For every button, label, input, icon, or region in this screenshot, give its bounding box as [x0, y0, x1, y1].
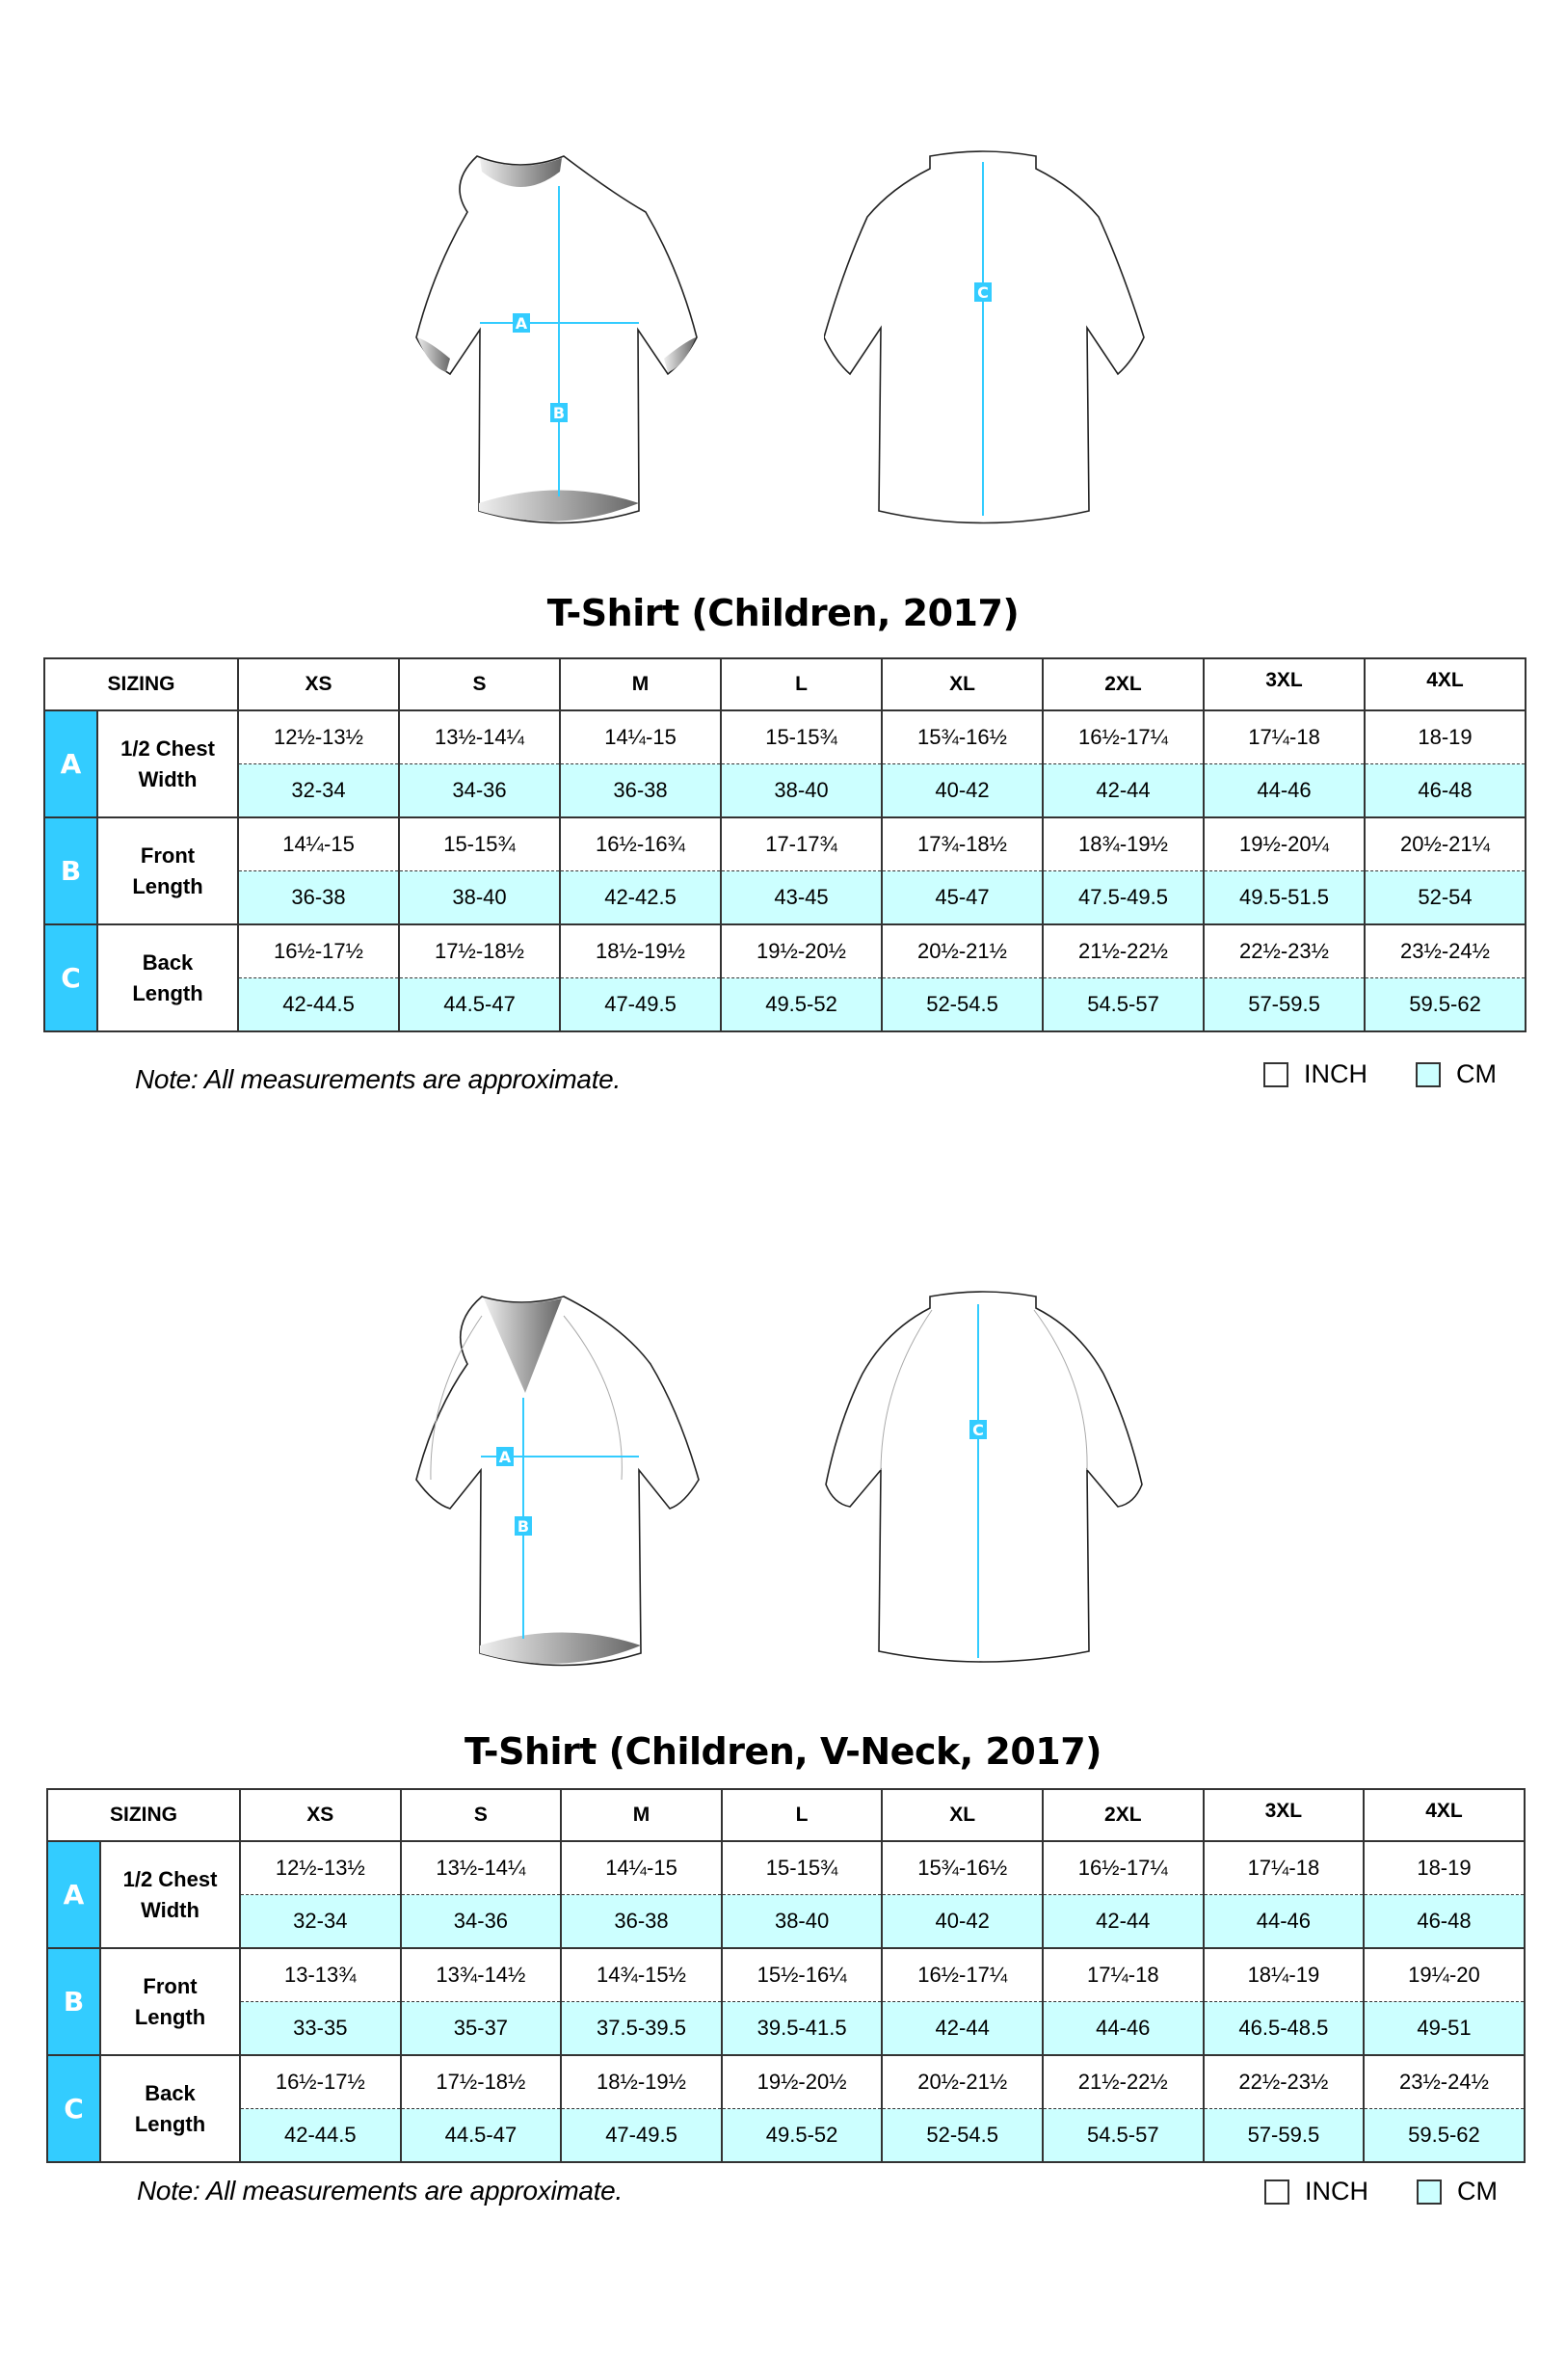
cm-cell: 44-46	[1204, 1895, 1365, 1949]
table-header-row	[47, 1789, 1525, 1841]
inch-cell: 19½-20½	[722, 2055, 883, 2109]
size-header: 4XL	[1365, 658, 1526, 710]
page-title-vneck: T-Shirt (Children, V-Neck, 2017)	[464, 1730, 1102, 1773]
size-header: S	[399, 658, 560, 710]
cm-cell: 44.5-47	[401, 2109, 562, 2163]
cm-cell: 44-46	[1043, 2002, 1204, 2056]
table-row-inch	[47, 1948, 1525, 2002]
inch-cell: 15-15¾	[721, 710, 882, 764]
inch-cell: 19½-20¼	[1204, 817, 1365, 871]
cm-cell: 52-54.5	[882, 978, 1043, 1032]
row-label-front-length	[100, 1948, 240, 2055]
svg-text:C: C	[972, 1421, 984, 1439]
cm-swatch-icon	[1416, 1062, 1441, 1087]
cm-cell: 42-42.5	[560, 871, 721, 925]
legend-label: INCH	[1305, 2177, 1368, 2206]
label-line: Length	[134, 2004, 206, 2029]
cm-cell: 59.5-62	[1365, 978, 1526, 1032]
inch-cell: 14¼-15	[238, 817, 399, 871]
cm-cell: 40-42	[882, 1895, 1043, 1949]
inch-cell: 14¾-15½	[561, 1948, 722, 2002]
inch-cell: 20½-21½	[882, 924, 1043, 978]
row-label-back-length	[100, 2055, 240, 2162]
cm-cell: 36-38	[238, 871, 399, 925]
legend-item-inch	[1264, 2177, 1368, 2206]
cm-cell: 36-38	[561, 1895, 722, 1949]
inch-swatch-icon	[1264, 2179, 1289, 2205]
size-header: L	[722, 1789, 883, 1841]
row-letter-b: B	[44, 817, 97, 924]
cm-cell: 38-40	[399, 871, 560, 925]
row-label-chest	[100, 1841, 240, 1948]
inch-cell: 18½-19½	[560, 924, 721, 978]
size-header: M	[561, 1789, 722, 1841]
cm-cell: 38-40	[722, 1895, 883, 1949]
cm-cell: 52-54.5	[882, 2109, 1043, 2163]
inch-cell: 17½-18½	[399, 924, 560, 978]
cm-cell: 42-44.5	[240, 2109, 401, 2163]
row-letter-c: C	[44, 924, 97, 1031]
table-row-cm	[47, 2109, 1525, 2163]
cm-cell: 57-59.5	[1204, 2109, 1365, 2163]
cm-cell: 32-34	[238, 764, 399, 818]
inch-cell: 14¼-15	[560, 710, 721, 764]
table-row-cm	[47, 2002, 1525, 2056]
inch-cell: 17¼-18	[1204, 710, 1365, 764]
row-label-chest	[97, 710, 238, 817]
cm-cell: 47-49.5	[560, 978, 721, 1032]
label-line: Width	[141, 1897, 199, 1922]
inch-cell: 16½-17¼	[1043, 1841, 1204, 1895]
unit-legend	[1263, 1059, 1545, 1089]
cm-cell: 38-40	[721, 764, 882, 818]
cm-cell: 40-42	[882, 764, 1043, 818]
size-header: M	[560, 658, 721, 710]
table-row-inch	[44, 924, 1526, 978]
cm-cell: 46-48	[1365, 764, 1526, 818]
svg-text:A: A	[498, 1448, 512, 1466]
legend-label: CM	[1456, 1059, 1497, 1088]
cm-cell: 44.5-47	[399, 978, 560, 1032]
size-header: 3XL	[1204, 658, 1365, 710]
inch-cell: 23½-24½	[1365, 924, 1526, 978]
table-row-cm	[44, 764, 1526, 818]
size-header: XL	[882, 658, 1043, 710]
label-line: Back	[142, 949, 194, 975]
inch-cell: 13-13¾	[240, 1948, 401, 2002]
label-line: 1/2 Chest	[120, 735, 215, 761]
label-line: Length	[134, 2111, 206, 2136]
cm-cell: 59.5-62	[1364, 2109, 1525, 2163]
inch-cell: 16½-16¾	[560, 817, 721, 871]
inch-cell: 18-19	[1365, 710, 1526, 764]
cm-cell: 34-36	[399, 764, 560, 818]
cm-cell: 46-48	[1364, 1895, 1525, 1949]
inch-cell: 16½-17¼	[882, 1948, 1043, 2002]
cm-cell: 49.5-52	[722, 2109, 883, 2163]
inch-cell: 22½-23½	[1204, 924, 1365, 978]
inch-cell: 13½-14¼	[401, 1841, 562, 1895]
row-letter-a: A	[47, 1841, 100, 1948]
inch-cell: 15-15¾	[399, 817, 560, 871]
inch-cell: 22½-23½	[1204, 2055, 1365, 2109]
cm-cell: 42-44.5	[238, 978, 399, 1032]
size-header: XS	[240, 1789, 401, 1841]
cm-cell: 47.5-49.5	[1043, 871, 1204, 925]
label-line: Width	[138, 766, 198, 791]
vneck-back-shirt-diagram	[824, 1287, 1209, 1672]
legend-item-cm	[1417, 2177, 1498, 2206]
svg-text:C: C	[977, 283, 989, 302]
inch-cell: 20½-21¼	[1365, 817, 1526, 871]
cm-cell: 45-47	[882, 871, 1043, 925]
inch-cell: 19½-20½	[721, 924, 882, 978]
crew-front-shirt-diagram	[390, 145, 776, 530]
cm-cell: 39.5-41.5	[722, 2002, 883, 2056]
size-header: 4XL	[1364, 1789, 1525, 1841]
cm-cell: 49.5-52	[721, 978, 882, 1032]
table-row-inch	[47, 1841, 1525, 1895]
inch-cell: 13½-14¼	[399, 710, 560, 764]
inch-cell: 18¼-19	[1204, 1948, 1365, 2002]
table-row-cm	[44, 871, 1526, 925]
sizing-header: SIZING	[47, 1789, 240, 1841]
label-line: Length	[132, 980, 203, 1005]
svg-text:B: B	[552, 404, 566, 422]
cm-cell: 52-54	[1365, 871, 1526, 925]
approximation-note: Note: All measurements are approximate.	[137, 2176, 623, 2206]
cm-cell: 32-34	[240, 1895, 401, 1949]
cm-cell: 47-49.5	[561, 2109, 722, 2163]
unit-legend	[1264, 2177, 1546, 2206]
size-table-vneck	[46, 1788, 1526, 2163]
inch-cell: 20½-21½	[882, 2055, 1043, 2109]
legend-item-cm	[1416, 1059, 1497, 1089]
inch-cell: 16½-17½	[238, 924, 399, 978]
size-header: XS	[238, 658, 399, 710]
inch-cell: 23½-24½	[1364, 2055, 1525, 2109]
inch-cell: 18½-19½	[561, 2055, 722, 2109]
inch-cell: 13¾-14½	[401, 1948, 562, 2002]
table-row-inch	[44, 817, 1526, 871]
label-line: Front	[140, 842, 196, 868]
size-header: 3XL	[1204, 1789, 1365, 1841]
inch-swatch-icon	[1263, 1062, 1288, 1087]
label-line: Length	[132, 873, 203, 898]
size-header: S	[401, 1789, 562, 1841]
cm-cell: 46.5-48.5	[1204, 2002, 1365, 2056]
inch-cell: 15¾-16½	[882, 1841, 1043, 1895]
inch-cell: 12½-13½	[240, 1841, 401, 1895]
size-header: XL	[882, 1789, 1043, 1841]
row-letter-a: A	[44, 710, 97, 817]
table-row-cm	[47, 1895, 1525, 1949]
cm-cell: 42-44	[1043, 764, 1204, 818]
cm-cell: 42-44	[882, 2002, 1043, 2056]
svg-text:A: A	[515, 314, 528, 333]
inch-cell: 17-17¾	[721, 817, 882, 871]
inch-cell: 15¾-16½	[882, 710, 1043, 764]
inch-cell: 14¼-15	[561, 1841, 722, 1895]
approximation-note: Note: All measurements are approximate.	[135, 1064, 621, 1094]
cm-cell: 43-45	[721, 871, 882, 925]
cm-cell: 44-46	[1204, 764, 1365, 818]
cm-cell: 35-37	[401, 2002, 562, 2056]
row-label-front-length	[97, 817, 238, 924]
cm-swatch-icon	[1417, 2179, 1442, 2205]
label-line: 1/2 Chest	[122, 1866, 218, 1891]
cm-cell: 34-36	[401, 1895, 562, 1949]
inch-cell: 21½-22½	[1043, 2055, 1204, 2109]
inch-cell: 19¼-20	[1364, 1948, 1525, 2002]
inch-cell: 16½-17½	[240, 2055, 401, 2109]
sizing-header: SIZING	[44, 658, 238, 710]
row-letter-b: B	[47, 1948, 100, 2055]
inch-cell: 17¼-18	[1204, 1841, 1365, 1895]
table-row-inch	[44, 710, 1526, 764]
table-row-cm	[44, 978, 1526, 1032]
row-label-back-length	[97, 924, 238, 1031]
cm-cell: 33-35	[240, 2002, 401, 2056]
inch-cell: 18-19	[1364, 1841, 1525, 1895]
cm-cell: 54.5-57	[1043, 978, 1204, 1032]
size-table-crew	[43, 657, 1526, 1032]
svg-text:B: B	[517, 1517, 530, 1536]
table-row-inch	[47, 2055, 1525, 2109]
cm-cell: 54.5-57	[1043, 2109, 1204, 2163]
inch-cell: 17¾-18½	[882, 817, 1043, 871]
vneck-front-shirt-diagram	[390, 1287, 776, 1672]
cm-cell: 42-44	[1043, 1895, 1204, 1949]
size-header: L	[721, 658, 882, 710]
inch-cell: 17½-18½	[401, 2055, 562, 2109]
label-line: Front	[143, 1973, 198, 1998]
inch-cell: 17¼-18	[1043, 1948, 1204, 2002]
inch-cell: 12½-13½	[238, 710, 399, 764]
inch-cell: 15-15¾	[722, 1841, 883, 1895]
cm-cell: 57-59.5	[1204, 978, 1365, 1032]
cm-cell: 49.5-51.5	[1204, 871, 1365, 925]
inch-cell: 15½-16¼	[722, 1948, 883, 2002]
page-title-crew: T-Shirt (Children, 2017)	[546, 592, 1020, 634]
inch-cell: 21½-22½	[1043, 924, 1204, 978]
cm-cell: 36-38	[560, 764, 721, 818]
legend-label: INCH	[1304, 1059, 1367, 1088]
cm-cell: 49-51	[1364, 2002, 1525, 2056]
legend-item-inch	[1263, 1059, 1367, 1089]
row-letter-c: C	[47, 2055, 100, 2162]
label-line: Back	[145, 2080, 196, 2105]
inch-cell: 18¾-19½	[1043, 817, 1204, 871]
cm-cell: 37.5-39.5	[561, 2002, 722, 2056]
inch-cell: 16½-17¼	[1043, 710, 1204, 764]
legend-label: CM	[1457, 2177, 1498, 2206]
size-header: 2XL	[1043, 1789, 1204, 1841]
table-header-row	[44, 658, 1526, 710]
size-header: 2XL	[1043, 658, 1204, 710]
crew-back-shirt-diagram	[824, 145, 1209, 530]
